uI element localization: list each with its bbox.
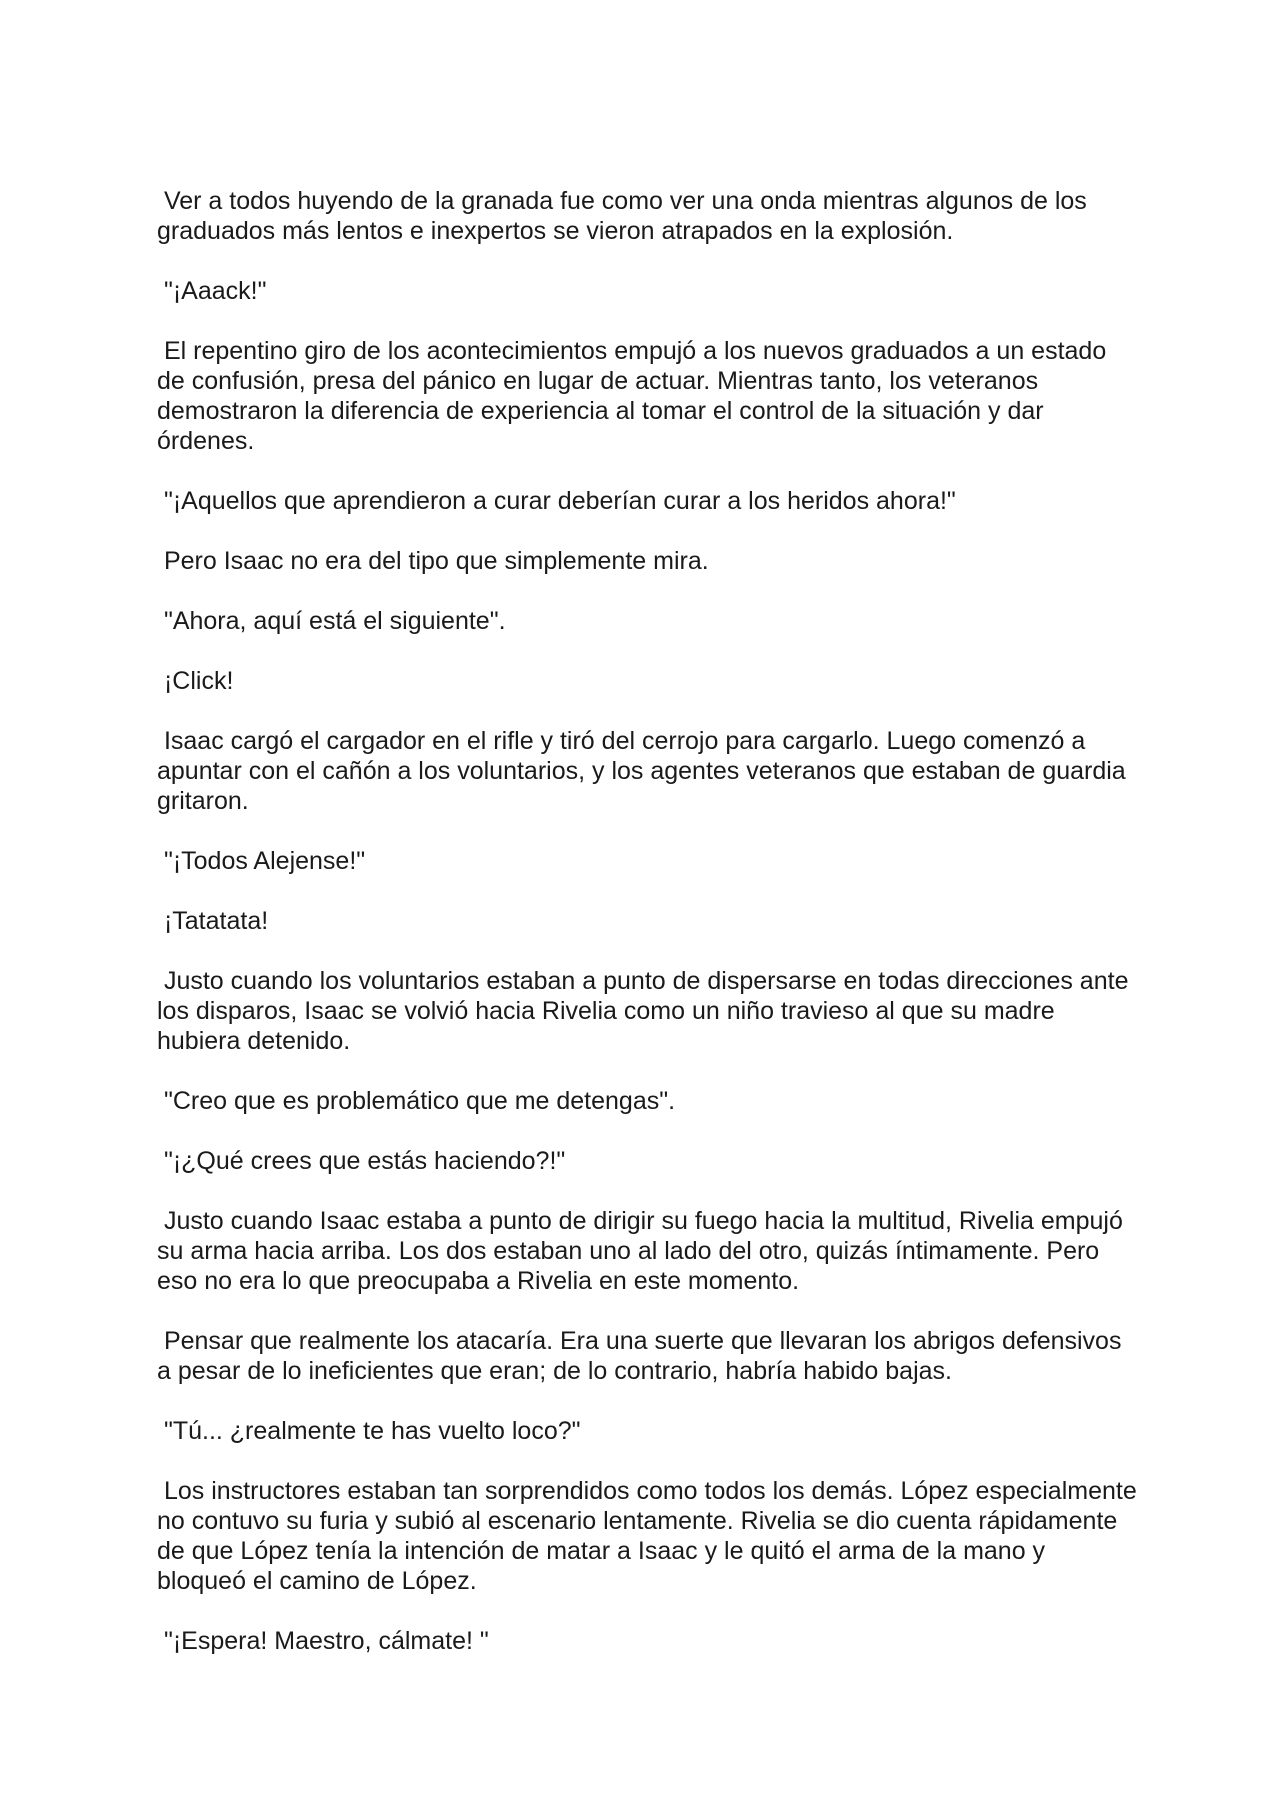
paragraph: ¡Click!	[157, 667, 234, 695]
paragraph: Pero Isaac no era del tipo que simplemente mira.	[157, 547, 709, 575]
paragraph: Isaac cargó el cargador en el rifle y tiró del cerrojo para cargarlo. Luego comenzó a apuntar con el cañón a los voluntarios, y los agentes veteranos que estaban de guardia gritaron.	[157, 727, 1133, 815]
paragraph: "¡Aquellos que aprendieron a curar deberían curar a los heridos ahora!"	[157, 487, 956, 515]
paragraph: Ver a todos huyendo de la granada fue como ver una onda mientras algunos de los graduados más lentos e inexpertos se vieron atrapados en la explosión.	[157, 187, 1094, 245]
paragraph: ¡Tatatata!	[157, 907, 269, 935]
paragraph: "¡¿Qué crees que estás haciendo?!"	[157, 1147, 566, 1175]
paragraph: "Ahora, aquí está el siguiente".	[157, 607, 506, 635]
paragraph: Justo cuando los voluntarios estaban a punto de dispersarse en todas direcciones ante los disparos, Isaac se volvió hacia Rivelia como un niño travieso al que su madre hubiera detenido.	[157, 967, 1136, 1055]
paragraph: Los instructores estaban tan sorprendidos como todos los demás. López especialmente no contuvo su furia y subió al escenario lentamente. Rivelia se dio cuenta rápidamente de que López tenía la intención de matar a Isaac y le quitó el arma de la mano y bloqueó el camino de López.	[157, 1477, 1144, 1595]
paragraph: "¡Aaack!"	[157, 277, 267, 305]
paragraph: "Tú... ¿realmente te has vuelto loco?"	[157, 1417, 581, 1445]
paragraph: El repentino giro de los acontecimientos empujó a los nuevos graduados a un estado de confusión, presa del pánico en lugar de actuar. Mientras tanto, los veteranos demostraron la diferencia de experiencia al tomar el control de la situación y dar órdenes.	[157, 337, 1114, 455]
paragraph: Justo cuando Isaac estaba a punto de dirigir su fuego hacia la multitud, Rivelia empujó su arma hacia arriba. Los dos estaban uno al lado del otro, quizás íntimamente. Pero eso no era lo que preocupaba a Rivelia en este momento.	[157, 1207, 1130, 1295]
paragraph: "¡Espera! Maestro, cálmate! "	[157, 1627, 489, 1655]
paragraph: Pensar que realmente los atacaría. Era una suerte que llevaran los abrigos defensivos a pesar de lo ineficientes que eran; de lo contrario, habría habido bajas.	[157, 1327, 1129, 1385]
paragraph: "¡Todos Alejense!"	[157, 847, 366, 875]
paragraph: "Creo que es problemático que me detengas".	[157, 1087, 676, 1115]
document-body	[157, 186, 1144, 1686]
